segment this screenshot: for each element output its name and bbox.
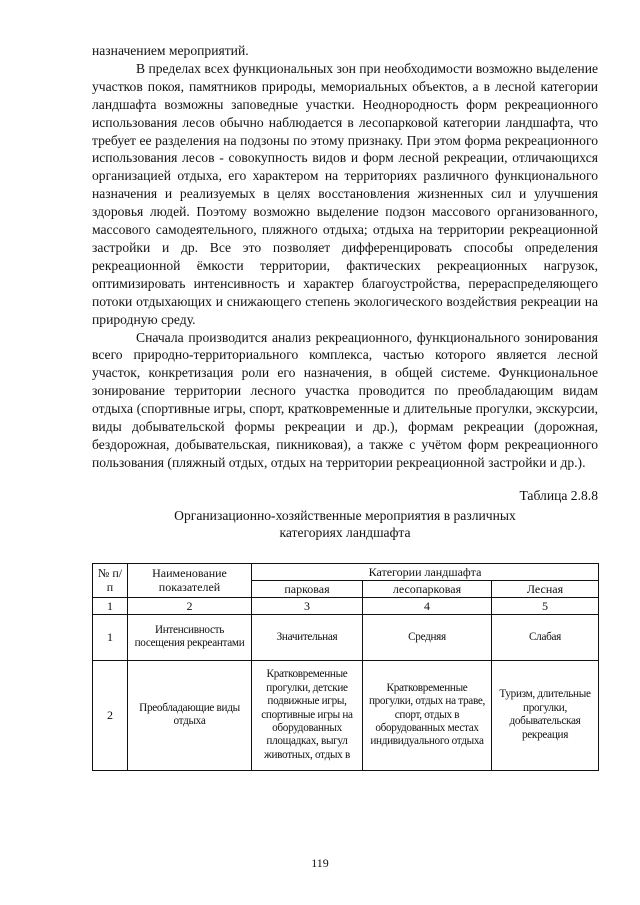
row-num: 2 [93, 660, 128, 770]
cell-park: Значительная [252, 614, 363, 660]
column-number: 3 [252, 597, 363, 614]
cell-forest: Слабая [492, 614, 599, 660]
row-num: 1 [93, 614, 128, 660]
cell-forest-park: Средняя [363, 614, 492, 660]
header-forest-park: лесопарковая [363, 580, 492, 597]
header-num: № п/п [93, 563, 128, 597]
cell-forest-park: Кратковременные прогулки, отдых на траве, спорт, отдых в оборудованных местах индивидуального отдыха [363, 660, 492, 770]
page-content [92, 42, 598, 771]
row-name: Интенсивность посещения рекреантами [128, 614, 252, 660]
table-number: Таблица 2.8.8 [519, 487, 598, 503]
table-title [92, 507, 598, 541]
table-title-line-1: Организационно-хозяйственные мероприятия в различных [174, 507, 516, 523]
cell-park: Кратковременные прогулки, детские подвижные игры, спортивные игры на оборудованных площадках, выгул животных, отдых в [252, 660, 363, 770]
cell-forest: Туризм, длительные прогулки, добывательская рекреация [492, 660, 599, 770]
landscape-measures-table [92, 563, 599, 771]
table-header-row [93, 563, 599, 580]
table-row-recreation-types [93, 660, 599, 770]
paragraph-continuation: назначением мероприятий. [92, 43, 249, 58]
row-name: Преобладающие виды отдыха [128, 660, 252, 770]
paragraph-zoning-analysis: Сначала производится анализ рекреационного, функционального зонирования всего природно-территориального комплекса, частью которого является лесной участок, конкретизация роли его назначения, в общей системе. Функциональное зонирование территории лесного участка проводится по преобладающим видам отдыха (спортивные игры, спорт, кратковременные и длительные прогулки, экскурсии, виды добывательской формы рекреации и др.), формам рекреации (дорожная, бездорожная, добывательская, пикниковая), а также с учётом форм рекреационного пользования (пляжный отдых, отдых на территории рекреационной застройки и др.). [92, 329, 598, 470]
header-park: парковая [252, 580, 363, 597]
paragraph-functional-zones: В пределах всех функциональных зон при необходимости возможно выделение участков покоя, памятников природы, мемориальных объектов, а в лесной категории ландшафта возможны заповедные участки. Неоднородность форм рекреационного использования лесов обычно наблюдается в лесопарковой категории ландшафта, что требует ее разделения на подзоны по этому признаку. При этом форма рекреационного использования лесов - совокупность видов и форм лесной рекреации, отличающихся организацией отдыха, его характером на территориях различного функционального назначения и реализуемых в целях восстановления жизненных сил и улучшения здоровья людей. Поэтому возможно выделение подзон массового организованного, массового самодеятельного, пляжного отдыха; отдыха на территории рекреационной застройки и др. Все это позволяет дифференцировать способы определения рекреационной ёмкости территории, фактических рекреационных нагрузок, оптимизировать интенсивность и характер благоустройства, перераспределяющего потоки отдыхающих и снижающего степень экологического воздействия рекреации на природную среду. [92, 60, 598, 327]
table-title-line-2: категориях ландшафта [279, 524, 411, 540]
column-number: 4 [363, 597, 492, 614]
header-landscape-categories: Категории ландшафта [252, 563, 599, 580]
page-number: 119 [311, 856, 329, 870]
column-number: 2 [128, 597, 252, 614]
header-forest: Лесная [492, 580, 599, 597]
column-number: 1 [93, 597, 128, 614]
column-numbers-row [93, 597, 599, 614]
table-row-intensity [93, 614, 599, 660]
header-name: Наименование показателей [128, 563, 252, 597]
column-number: 5 [492, 597, 599, 614]
